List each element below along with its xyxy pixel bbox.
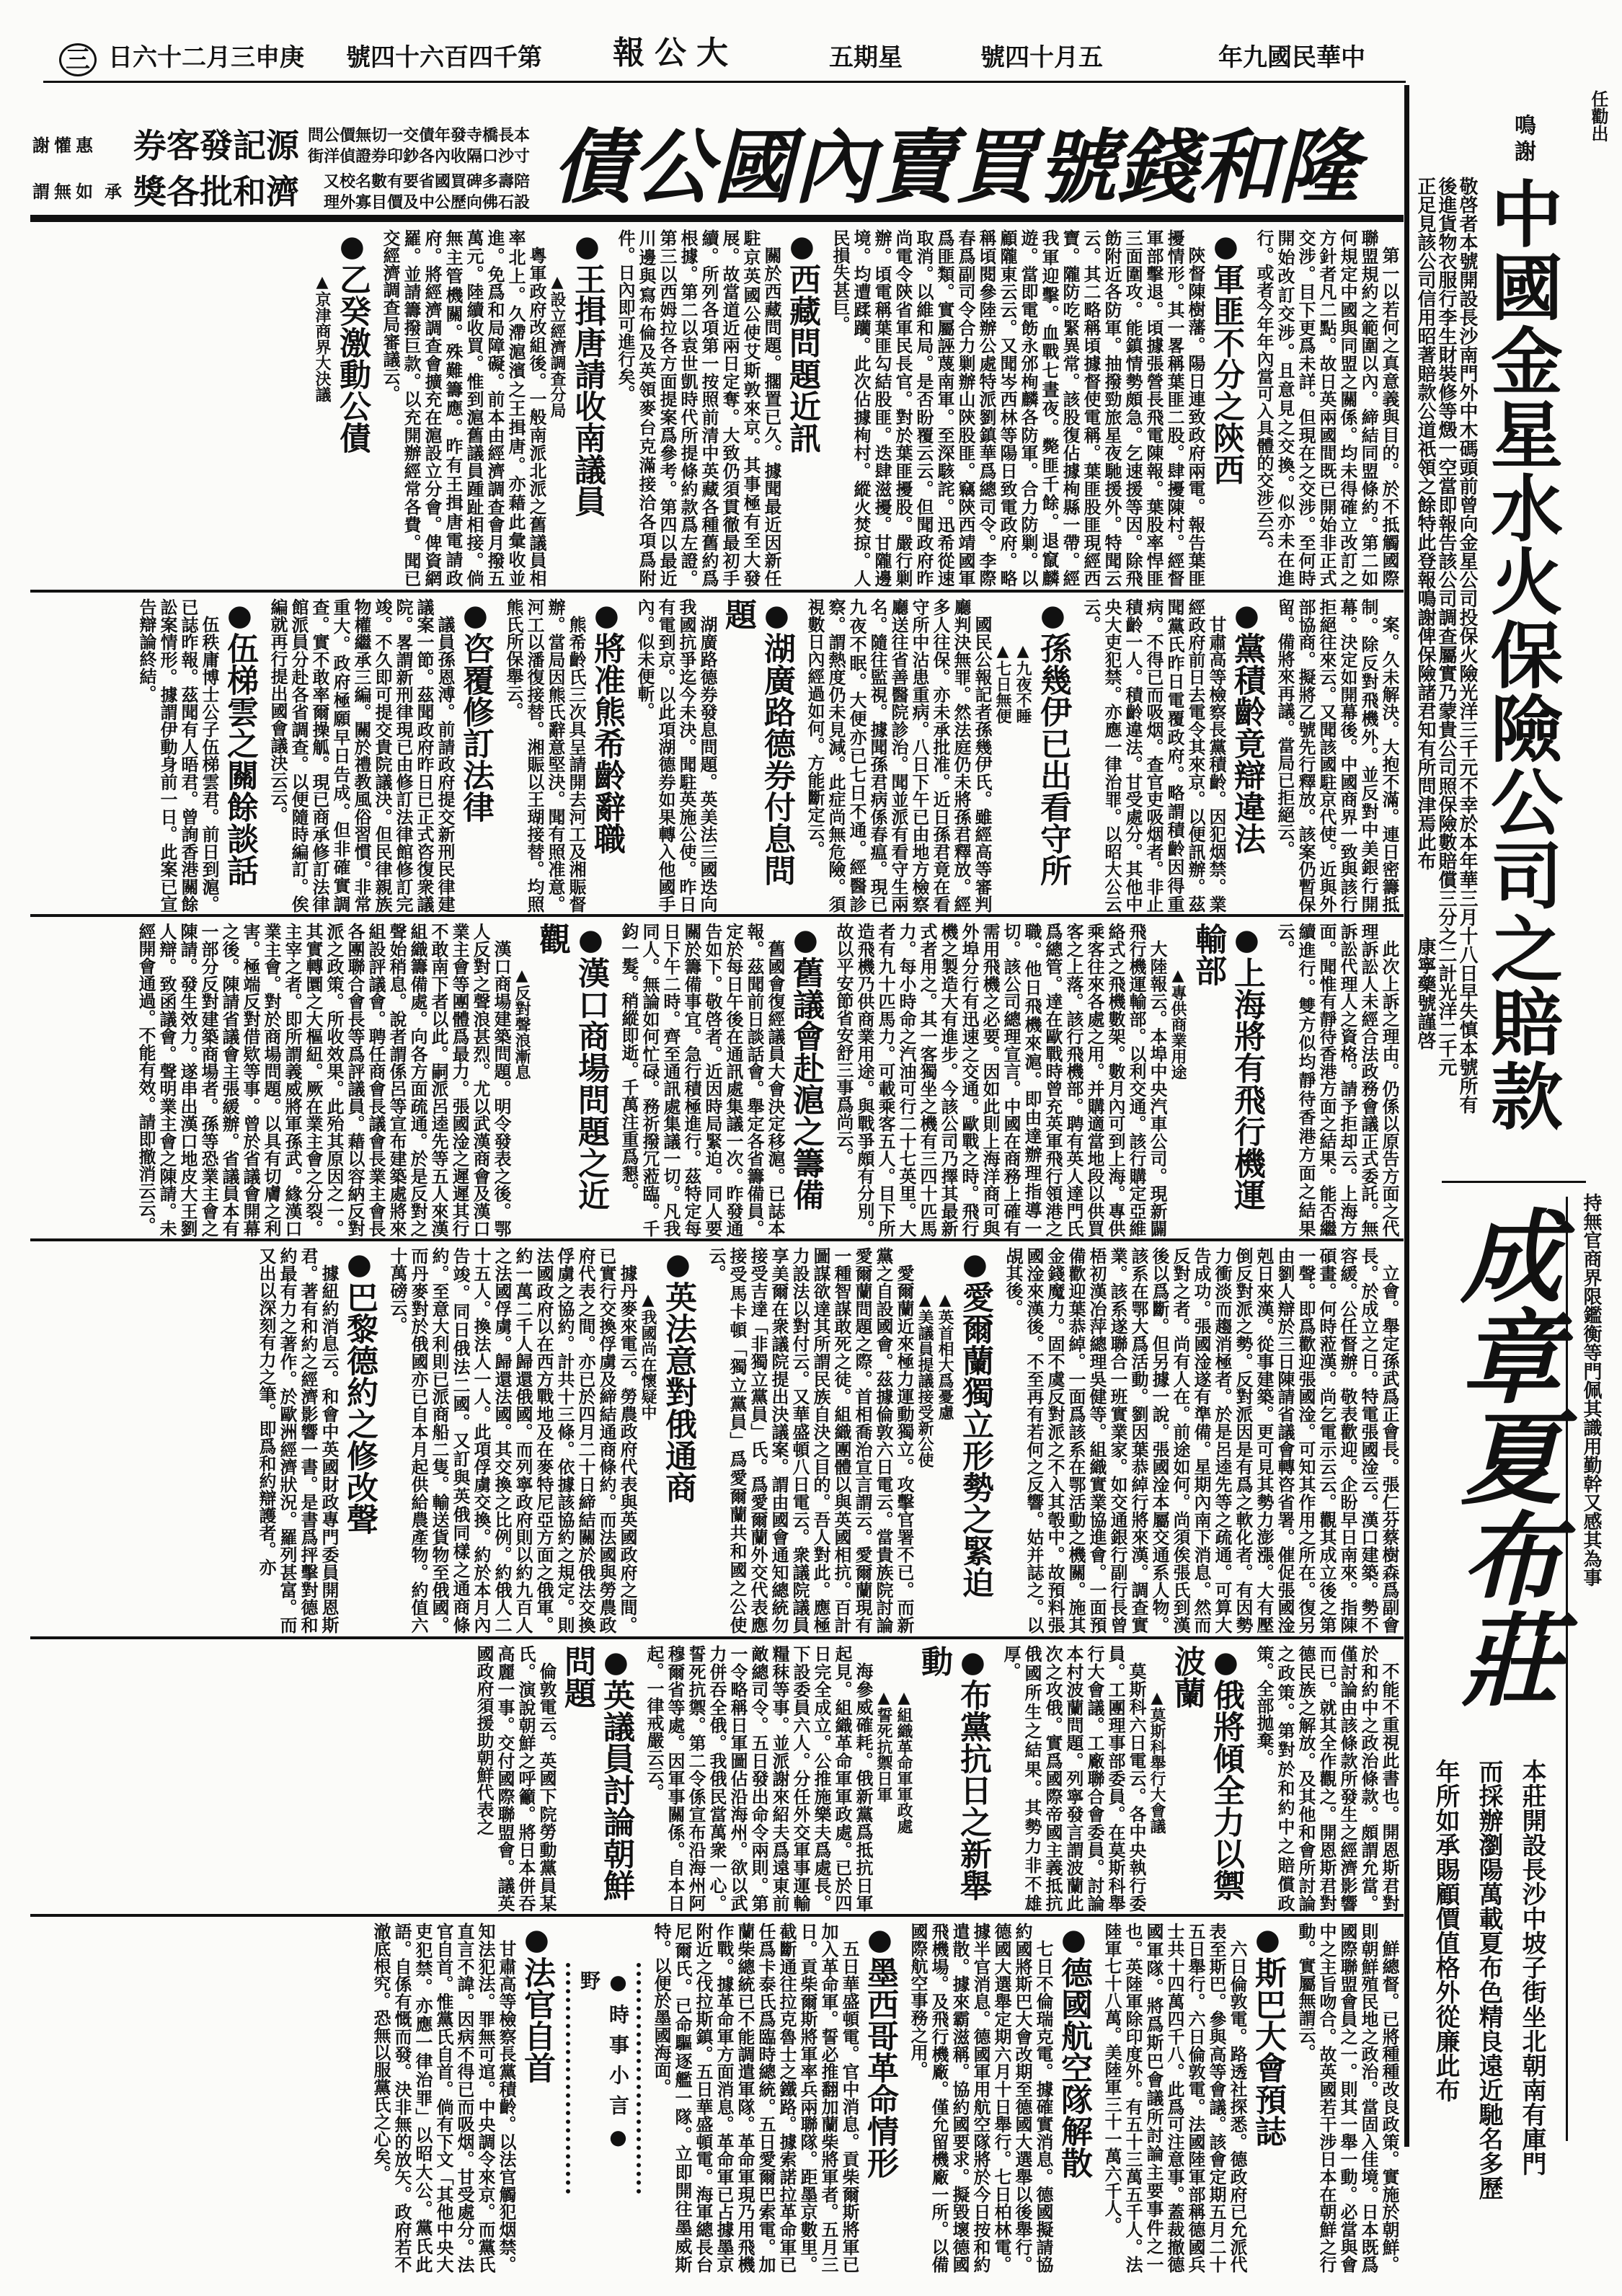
article-body: 倫敦電云。英國下院勞動黨員某氏。演說朝鮮之呼籲。將日本併吞高麗一事。交付國際聯盟會。議英國政府須援助朝鮮代表之 <box>474 1645 557 1912</box>
headline-text: 軍匪不分之陝西 <box>1207 263 1244 485</box>
bullet-icon: ● <box>574 923 608 957</box>
news-row <box>30 1642 1400 1912</box>
article-body: 海參威確耗。俄新黨爲抵抗日軍起見。組織革命軍軍政處。已於四日完全成立。公推施樂夫爲處長。下設委員六人。分任外交軍事運輸糧秣等事。並派謝來紹夫爲遠東前敵總司令。五日發出命令兩則。第一令略稱日軍圖佔沿海州。欲以武力併吞全俄。我俄民當萬衆一心。誓死抗禦。第二令係宣布沿海州阿穆爾省等處。因軍事關係。自本日起。一律戒嚴云云。 <box>644 1645 874 1912</box>
article-body: 七日不倫瑞克電。據確實消息。德國擬請協約國將斯巴大會改期至德國大選舉以後舉行。德國大選舉定期六月十日舉行。七日柏林電。據半官消息。德國軍用航空隊將於今日按和約遣散。據來霸滋稱。協約國要求。擬毀壞德國飛機場。及飛行機廠。僅允留機廠一所。以備國際航空事務之用。 <box>908 1923 1054 2273</box>
article-body: 案。久未解決。大抱不滿。連日密籌抵制。除反對飛機外。並反對中美銀行開幕。決定如開幕後。中國商界一致與該行拒絕往來云。又聞該國駐京代使。近與外部協商。擬將乙號先行釋放。該案仍暫保留。備將來再議。當局已拒絕云。 <box>1275 598 1400 913</box>
ad-body <box>1424 1759 1554 2235</box>
article-body: 據紐約消息云。和會中英國財政專門委員開恩斯君。著有和約之經濟影響一書。是書爲抨擊對德和約最有力之著作。於歐洲經濟狀況。羅列甚富。而又出以深刻有力之筆。即爲和約辯護者。亦 <box>256 1247 340 1634</box>
news-article <box>1102 1920 1287 2273</box>
headline-text: 愛爾蘭獨立形勢之緊迫 <box>957 1281 993 1598</box>
column-title-box: ●時事小言●野 <box>566 1963 641 2194</box>
banner-rule <box>30 215 1404 222</box>
bullet-icon: ● <box>958 1247 992 1281</box>
bullet-icon: ● <box>1209 1645 1243 1679</box>
news-article <box>651 1920 899 2273</box>
article-body: 鮮總督。已將種種改良政策。實施於朝鮮。則朝鮮殖民地之政治。當固入佳境。日本既爲國際聯盟會員之一。則其一舉一動。必當與會中之主旨吻合。故英國若干涉日本在朝鮮之行動。實屬無謂云。 <box>1295 1923 1400 2273</box>
article-continuation <box>1254 1642 1400 1912</box>
article-subheading: ▲專供商業用途 <box>1169 966 1187 1080</box>
bullet-icon: ● <box>785 229 819 263</box>
bullet-icon: ● <box>223 598 257 632</box>
ad-title: 成章夏布莊 <box>1444 1204 1562 1708</box>
headline-text: 英議員討論朝鮮問題 <box>559 1645 634 1901</box>
article-body: 伍秩庸博士公子伍梯雲君。前日到滬。已誌昨報。茲聞有人晤君。曾詢香港關餘訟案情形。據謂伊動身前一日。此案已宣告辯論終結。 <box>136 598 220 913</box>
article-headline <box>1227 595 1266 913</box>
article-body: 六日倫敦電。路透社探悉。德政府已允派代表至斯巴。參與高等會議。該會定期五月二十五日舉行。六日倫敦電。法國陸軍部稱德國兵士共十四萬四千八。此爲可注意事。蓋裁撤德國軍隊。將爲斯巴會議所討論主要事件之一也。英陸軍除印度外。有五十三萬五千人。法陸軍七十八萬。美陸軍三十一萬六千人。 <box>1102 1923 1248 2273</box>
bullet-icon: ● <box>1230 923 1264 957</box>
headline-text: 上海將有飛行機運輸部 <box>1189 923 1265 1210</box>
article-subheading: ▲設立經濟調查分局 <box>548 272 567 418</box>
article-headline <box>658 1244 697 1634</box>
ad-text-line: 年所如承賜顧價值格外從廉此布 <box>1431 1759 1460 2102</box>
ad-edge-text: 任勸出 <box>1588 90 1609 142</box>
article-body: 熊希齡氏三次具呈請開去河工及湘賑督辦。當局因熊氏辭意堅決。聞有照准意。河工以潘復接替。湘賑以王瑚接替。均照熊氏所保舉云。 <box>503 598 587 913</box>
news-article <box>267 595 495 913</box>
bullet-icon: ● <box>1036 598 1070 632</box>
article-headline <box>860 1920 899 2273</box>
column-rule <box>1404 85 1409 2147</box>
masthead-page-number: 三 <box>59 43 97 76</box>
article-continuation <box>1275 920 1400 1237</box>
news-article <box>634 595 796 913</box>
bullet-icon: ● <box>590 598 624 632</box>
news-row <box>30 226 1400 587</box>
ad-text-line: 敬啓者本號開設長沙南門外中木碼頭前曾向金星公司投保火險光洋三千元不幸於本年華三月十八日早失慎本號所有 <box>1456 177 1478 1114</box>
article-body: 舊國會復經議員大會決定移滬。已誌本報。茲聞前日談話會。舉定各省籌備員。定於每日午後在通訊處集議一次。昨發通告如下。敬啓者。近因時局緊迫。同人要關於籌備事宜。急行積極進行。茲特定每日下午二時。齊至通訊處集議一切。凡我同人。無論如何忙碌。務祈撥冗蒞臨。千鈞一髮。稍縱即逝。千萬注重爲懇。 <box>619 923 786 1237</box>
article-continuation <box>1295 1920 1400 2273</box>
ad-text-line: 本長橋寺發年債交一切無價公問 <box>307 126 530 145</box>
article-subheading: ▲美議員提議接受新公使 <box>916 1290 934 1468</box>
row-rule <box>30 1238 1404 1241</box>
news-row <box>30 920 1400 1237</box>
row-rule <box>30 1914 1404 1917</box>
article-body: 五日華盛頓電。官中消息。貢柴爾斯將軍已加入革命軍。誓必推翻加蘭柴將軍者。五月三日。貢柴爾斯將軍率兵兩聯隊。距墨京數里。截斷通往拉克魯士之鐵路。據索諾拉革命軍已任爲卡泰氏爲臨時總統。五日愛爾巴索電。加蘭柴總統已不能調遣軍隊。革命軍現乃用飛機作戰。據革命軍方面消息。革命軍已占據墨京附近之伐拉斯鎮。五日華盛頓電。海軍總長台尼爾氏。已命驅逐艦一隊。立即開往墨威斯特。以便於墨國海面。 <box>651 1923 860 2273</box>
bullet-icon: ● <box>599 1645 633 1679</box>
article-body: 關於西藏問題。擱置已久。據聞最近因新任駐京英國公使艾斯敦來京。其事極有至大發展。故當道近兩日定奪。大致仍須貫徹最初手續。所列各項第一按照前清中英藏各種舊約爲根據。第二以袁世凱時代所提條約款爲左證。第三以西姆拉各方面提案爲參考。第四以最近川邊與寫布倫及英領麥台克滿接洽各項爲附件。日內即可進行矣。 <box>615 229 782 587</box>
bullet-icon: ● <box>1209 229 1243 263</box>
news-row <box>30 1920 1400 2273</box>
bullet-icon: ● <box>458 598 492 632</box>
news-article <box>136 920 610 1237</box>
article-continuation <box>1003 1244 1400 1634</box>
headline-text: 將准熊希齡辭職 <box>588 632 625 854</box>
masthead-lunar-date: 庚申三月二十六日 <box>108 43 304 72</box>
article-headline <box>786 920 825 1237</box>
bullet-icon: ● <box>335 229 369 263</box>
article-body: 甘肅高等檢察長黨積齡。以法官觸犯烟禁。知法犯法。罪無可逭。中央調令來京。而黨氏直言不諱。因病不得已而吸烟。甘受處分。法官自首。惟黨氏自首。倘有下文「其他中央大吏犯禁。亦應一律治罪」以昭大公。黨氏此語。自係有慨而發。決非無的放矢。政府若不澈底根究。恐無以服黨氏之心矣。 <box>371 1923 517 2273</box>
bullet-icon: ● <box>789 923 823 957</box>
ad-signature: 康寧藥號謹啓 <box>1414 937 1436 1050</box>
ad-text: 惠懽謝 <box>32 135 97 156</box>
news-article <box>312 226 371 587</box>
article-headline <box>340 1244 378 1634</box>
article-body: 愛爾蘭近來極力運動獨立。攻擊官署不已。而新黨之自設國會。茲據倫敦六日電云。當貴族院討論愛爾蘭問題之際。首相喬治宣言謂云。愛爾蘭現有一種智謀敢死之徒。組織團體以與英國相抗。百計圖謀欲達其所謂民族自決之目的。吾人對此。應極力設法以對付云。又華盛頓八日電云。衆議院議員享美爾在衆議院提出決議案。謂由國會通知總統勿接受吉達「非獨立黨員」氏。爲愛爾蘭外交代表應接受馬卡頓「獨立黨員」爲愛爾蘭共和國之公使云。 <box>706 1247 915 1634</box>
bullet-icon: ● <box>1230 598 1264 632</box>
article-body: 議員孫恩溥。前請政府提交新刑民律建議案一節。茲聞政府昨日已正式咨復衆議院。畧謂新刑律現已由修訂法律館修訂完竣。不久即可提交貴院議決。但民律親族物權繼承三編。關於禮教風俗習慣。非常重大。政府極願早日告成。但非確實調查。實不敢率爾操觚。現已商承修訂法律館派員分赴各省調查。以便隨時編訂。俟編就再行提出國會議決云云。 <box>267 598 456 913</box>
article-headline <box>1248 1920 1287 2273</box>
masthead-date: 五月十四號 <box>980 43 1103 72</box>
article-headline <box>587 595 626 913</box>
article-subheading: ▲莫斯科舉行大會議 <box>1148 1688 1166 1834</box>
article-headline <box>220 595 259 913</box>
masthead-paper-name: 大公報 <box>613 35 738 71</box>
news-article <box>706 1244 994 1634</box>
article-subheading: ▲京津商界大決議 <box>313 272 332 402</box>
ad-title: 中國金星水火保險公司之賠款 <box>1479 177 1564 1133</box>
ad-text: 承 <box>105 181 126 202</box>
headline-text: 湖廣路德券付息問題 <box>719 598 795 886</box>
news-article <box>833 920 1266 1237</box>
bullet-icon: ● <box>342 1247 376 1281</box>
top-left-advertisement <box>32 124 530 215</box>
ad-brand: 源記發客券 <box>133 126 299 165</box>
article-body: 立會。舉定孫武爲正會長。張仁芬蔡樹森爲副會長。於成立之日。特電張國淦云。漢口建築。勢不容緩。公任督辦。敬表歡迎。企盼早日南來。指陳碩畫。何時蒞漢。尚乞電示云云。觀其成立後之第一聲。即爲歡迎張國淦。可知其作用之所在。復另由劉人辯於三日陳請省議會轉咨省署。催促張國淦剋日來漢。從事建築。更可見其勢力澎漲。大有壓倒反對派之勢。反對派因是有爲之軟化者。有因勢力衝淡而趨消極者。於是呂逵先等之疏通。可算大告成功。張國淦遂有準備。星期內南下消息。然而反對之者。尚有人在。前途如何。尚須俟張氏到漢後以爲斷。但另據一說。張國淦本屬交通系人物。該系在鄂大爲活動。劉因葉恭綽行將來漢。調查實業。該系遂聯合一班實業家。如交通銀行副行長曾梧初漢冶萍總理吳健等。組織實業協進會。一面預備歡迎葉恭綽。一面爲該系在鄂活動之機關。施其金錢魔力。固不虞反對派之不入其彀中。故預料張國淦來漢後。不至再有若何之反響。姑并誌之。以覘其後。 <box>1003 1247 1400 1634</box>
news-article <box>503 595 626 913</box>
headline-text: 王揖唐請收南議員 <box>569 263 606 517</box>
news-article <box>908 1920 1093 2273</box>
news-article <box>619 920 825 1237</box>
headline-text: 巴黎德約之修改聲 <box>341 1281 378 1535</box>
article-headline <box>718 595 796 913</box>
headline-text: 墨西哥革命情形 <box>861 1956 898 2178</box>
headline-text: 德國航空隊解散 <box>1055 1956 1092 2178</box>
ad-text-line: 設石佛向歷公中及價目寡外理 <box>323 193 530 212</box>
bullet-icon: ● <box>956 1645 990 1679</box>
article-headline <box>1188 920 1266 1237</box>
bullet-icon: ● <box>1057 1923 1091 1956</box>
article-subheading: ▲我國尚在懷疑中 <box>639 1290 657 1420</box>
news-article <box>805 595 1072 913</box>
bullet-icon: ● <box>760 598 794 632</box>
article-headline <box>1054 1920 1093 2273</box>
headline-text: 西藏問題近訊 <box>784 263 820 453</box>
ad-text-line: 寸沙口隔收內各鈔印券證偵洋街 <box>307 147 530 166</box>
article-body: 不能不重視此書也。開恩斯君對於和約中之政治條款。頗謂允當。僅討論由該條款所發生之經濟影響而已。就其全作觀之。開恩斯君對德民族之解放。及其他和會所討論之政策。第對於和約中之賠償政策。全部拋棄。 <box>1254 1645 1400 1912</box>
article-body: 據丹麥來電云。勞農政府代表與英國政府之間。已實行交換俘虜及締結通商條約。而法國與勞農政府代表之間。亦已於四月二十日締結關於俄法交換俘虜之協約。計共十三條。依據該協約之規定。則法國政府以在西方戰地及在麥特尼亞方面之俄軍。約一萬二千人歸還俄國。而列寧政府則以約九百人之法國俘虜。歸還法國。其交換之比例。約俄人二十五人。換法人一人。此項俘虜交換。約於本月內告竣。同日俄法二國。又訂與英俄同樣之通商條約。至意大利則已派商船二隻。輸送貨物至俄國。而丹麥對於俄國亦已自本月起供給農產物。約值六十萬磅云。 <box>387 1247 638 1634</box>
news-article <box>615 226 821 587</box>
headline-text: 英法意對俄通商 <box>660 1281 696 1503</box>
masthead-issue-number: 第千四百六十四號 <box>346 43 542 72</box>
masthead-weekday: 星期五 <box>829 43 903 72</box>
news-article <box>1001 1642 1245 1912</box>
article-subheading: ▲反對聲浪漸息 <box>513 966 531 1080</box>
headline-text: 黨積齡竟辯違法 <box>1228 632 1265 854</box>
article-headline <box>517 1920 556 2273</box>
news-article <box>256 1244 378 1634</box>
headline-text: 咨覆修訂法律 <box>457 632 494 823</box>
bullet-icon: ● <box>661 1247 695 1281</box>
article-body: 此次上訴之理由。仍係以原告方面之代理訴訟人未經合法政務會議正式委託。無訴訟代理人之資格。請予拒却云。上海方面。聞惟有靜待香港方面之結果。能否繼續進行。雙方似均靜待香港方面之結果云。 <box>1275 923 1400 1237</box>
news-row <box>30 595 1400 913</box>
bullet-icon: ● <box>1251 1923 1285 1956</box>
headline-text: 漢口商場問題之近觀 <box>533 923 609 1210</box>
ad-text-line: 後進貨物衣服行李生財裝修等燬一空當即報告該公司調查屬實乃蒙貴公司照保險數賠償三分之二計光洋二千元 <box>1435 177 1457 1076</box>
article-body: 湖廣路德券發息問題。英美法三國迭向我國抗爭迄今未決。聞駐英施公使。昨日有電到京。以此項湖德券如果轉入他國手內。似未便斬。 <box>634 598 718 913</box>
headline-text: 布黨抗日之新舉動 <box>916 1645 991 1901</box>
bullet-icon: ● <box>570 229 604 263</box>
article-body: 大陸報云。本埠中央汽車公司。現新闢飛行機運輸部。以利交通。該行購定亞維絡式之飛機數架。數月內可到上海。專供乘客往來各處之用。并購適當地段以供買客之上落。該行飛機部。聘有英人達門氏爲總管。達在歐戰時曾充英軍飛行領港之職。他日飛機來滬。即由達辦理指導一切。該公司總理宣言。中國在商務上確有需用飛機之必要。因如此則上海洋商可與外埠分行有迅速之交通。歐戰之時。飛行機之製造大有進步。今該公司乃擇其最新式者用之。其一客獨坐之機有三四十匹馬力。每小時命之汽油可行二十七英里。大者有九十匹馬力。可載乘客五人。目下所造飛機乃供商業用途。與戰爭頗有分別。故以平安節省安舒三事爲尚云。 <box>833 923 1168 1237</box>
article-headline <box>532 920 610 1237</box>
article-headline <box>567 226 606 587</box>
article-headline <box>557 1642 635 1912</box>
news-article <box>1081 595 1266 913</box>
headline-text: 舊議會赴滬之籌備 <box>787 957 824 1210</box>
article-body: 國民公報記者孫幾伊氏。雖經高等審判廳判決無罪。然法庭仍未將孫君釋放。經多人往保。亦未承批准。近日孫君竟在看守所中沾患重病。八日下午已由地方檢察廳送往省善醫院診治。聞並派有看守生兩名。隨往監視。據聞孫君病係春瘟。現已九夜不眠。大便亦已七日不通。經醫診察。謂熱度仍未見減。此症尚無危險。須視數日內經過如何。方能斷定云。 <box>805 598 993 913</box>
masthead-year: 中華民國九年 <box>1218 43 1365 72</box>
article-headline <box>914 1642 992 1912</box>
headline-text: 孫幾伊已出看守所 <box>1034 632 1071 886</box>
ad-slogan: 濟和批各獎 <box>133 172 299 211</box>
article-headline <box>955 1244 994 1634</box>
ad-edge-text: 持無官商界限鑑衡等門佩其識用勤幹又感其為事 <box>1580 1193 1602 1587</box>
headline-text: 乙癸激動公債 <box>334 263 371 453</box>
article-subheading: ▲組織革命軍軍政處 <box>895 1688 913 1834</box>
headline-text: 法官自首 <box>518 1956 555 2083</box>
article-body: 莫斯科六日電云。各中央執行委員。工團理事部委員。在莫斯科舉行大會議。工廠聯合會委員。討論本村波蘭問題。列寧發言謂波蘭此次之攻俄。實爲國際帝國主義抵抗俄國所生之結果。其勢力非不雄厚。 <box>1001 1645 1147 1912</box>
ad-text: 如無謂 <box>32 181 97 202</box>
ad-text-line: 陪壽多碑買國省要有數名校又 <box>323 172 530 191</box>
article-headline <box>332 226 371 587</box>
ad-border <box>1566 1197 1568 2141</box>
article-subheading: ▲九夜不睡 <box>1014 642 1032 724</box>
headline-text: 俄將傾全力以禦波蘭 <box>1169 1645 1244 1901</box>
article-subheading: ▲誓死抗禦日軍 <box>874 1688 893 1802</box>
article-body: 甘肅高等檢察長黨積齡。因犯烟禁。業經政府前日去電令其來京。以便訊辦。茲聞黨氏昨日電覆政府。略謂積齡因得重病。不得已而吸烟。查官吏吸烟者。非止積齡一人。積齡違法。甘受處分。其他中央大吏犯禁。亦應一律治罪。以昭大公云云。 <box>1081 598 1227 913</box>
bullet-icon: ● <box>520 1923 554 1956</box>
ad-text-line: 而採辦瀏陽萬載夏布色精良遠近馳名多歷 <box>1474 1759 1503 2200</box>
ad-text-line: 本莊開設長沙中坡子街坐北朝南有庫門 <box>1517 1759 1546 2176</box>
article-body: 粵軍政府改組後。一般南派北派之舊議員相率北上。久滯滬濱之王揖唐。亦藉此彙收並進。免爲和局障礙。前本由經濟調查會月撥五萬元。陸續收買。惟到滬舊議員踵趾相接。倘無主管機關。殊難籌應。昨有王揖唐電請政府。將經濟調查會擴充在滬設立分會。俾資網羅。並請籌撥巨款。以充開辦經常各費。聞已交經濟調查局審議云。 <box>380 229 547 587</box>
article-body: 漢口商場建築問題。明令發表之後。鄂人反對之聲浪甚烈。尤以武漢商會及漢口業主會等團體爲最力。張國淦之遲遲其行不敢南下者以此。嗣派呂逵先等五人來漢組織籌備處。向各方面疏通。於是反對之聲始稍息。說者謂係呂等宣布建築處將來組設評議會。聘任商會長議會長業主會長各團聯合會長等爲評議員。藉以容納反對派之政策。所收效果。此殆其原因之一。其實轉圜之大樞紐。厥在業主會之分裂。主宰之者。即所謂義威將軍孫武。緣漢口業主會。對於商場問題。以具有切膚之利害。極端反對借欵等事。曾於省議會開幕之後。陳請省議會主張緩辦。省議員本有一部分反對建築商場者。孫等恐業主會之陳請。發生效力。遂串出漢口地皮大王劉人辯。致函議會。聲明業主會之陳請。未經開會通過。不能有效。請即撤消云云。 <box>136 923 512 1237</box>
news-article <box>830 226 1245 587</box>
news-row <box>30 1244 1400 1634</box>
headline-text: 斯巴大會預誌 <box>1249 1956 1286 2147</box>
ad-text-line: 正足見該公司信用昭著賠款公道祇領之餘特此登報鳴謝俾保險諸君知有所問津焉此布 <box>1414 177 1436 870</box>
news-article <box>380 226 606 587</box>
row-rule <box>30 1636 1404 1639</box>
article-headline <box>1033 595 1072 913</box>
news-article <box>371 1920 556 2273</box>
article-continuation <box>1275 595 1400 913</box>
news-article <box>474 1642 635 1912</box>
article-continuation <box>1254 226 1400 587</box>
row-rule <box>30 914 1404 917</box>
row-rule <box>30 590 1404 593</box>
ad-divider <box>1442 1181 1586 1183</box>
article-headline <box>782 226 821 587</box>
masthead-rule <box>43 81 1406 83</box>
article-subheading: ▲七日無便 <box>993 642 1012 724</box>
news-article <box>387 1244 697 1634</box>
headline-text: 伍梯雲之關餘談話 <box>221 632 258 886</box>
ad-heading: 鳴謝 <box>1510 114 1535 166</box>
banner-advertisement-title: 隆和錢號買賣內國公債 <box>551 120 1359 215</box>
article-headline <box>456 595 495 913</box>
news-article <box>136 595 259 913</box>
bullet-icon: ● <box>863 1923 897 1956</box>
article-body: 陝督陳樹藩。陽日連致政府兩電。報告葉匪擾情形。其一畧稱葉匪二股。肆擾陳村。經督軍部擊退。頃據張營長飛電陳報。葉股率悍匪三面圍攻。能鎮情勢頗急。乞速援等因。除飛飭附近各防軍。抽撥勁旅星夜馳援外。特聞云云。其二略稱頃據督使電稱。葉匪股匪現經西寶。隴防吃緊異常。該股復佔據栒縣一帶。經我軍迎擊。血戰七晝夜。斃匪千餘。退竄麟遊。當即電飭永邠栒麟各防軍。合力防剿。以顧隴東云云。又聞岑西林等陽日致電政府。略稱頃閱參陸辦公處特派劉鎮華爲總司令。李際春爲副司令合力剿辦山陝股匪。竊陝西靖國軍爲匪類。實屬誣蔑南軍。至深駭詫。迅希從速取消。以維和局。是否盼覆云云。但聞政府昨尚電令陝省軍民長官。對於葉匪擾股。嚴行剿辦。頃電稱葉匪勾結股匪。迭肆滋擾。甘隴邊境。均遭蹂躪。此次佔據栒村。縱火焚掠。人民損失甚巨。 <box>830 229 1206 587</box>
article-body: 第一以若何之真意義與目的。於不抵觸國際聯盟規約之範圍以內。締結同盟條約。第二如何規定中國與同盟之關係。均未得確立改訂之方針者凡二點。故日英兩國間既已開始非正式交涉。目下更爲未詳。但現在之交涉。至何時開始改訂交涉。且意見之交換。似亦未在進行。或者今年年內當可入具體的交涉云云。 <box>1254 229 1400 587</box>
article-headline <box>1167 1642 1245 1912</box>
news-article <box>644 1642 992 1912</box>
article-headline <box>1206 226 1245 587</box>
article-subheading: ▲英首相大爲憂慮 <box>936 1290 954 1420</box>
